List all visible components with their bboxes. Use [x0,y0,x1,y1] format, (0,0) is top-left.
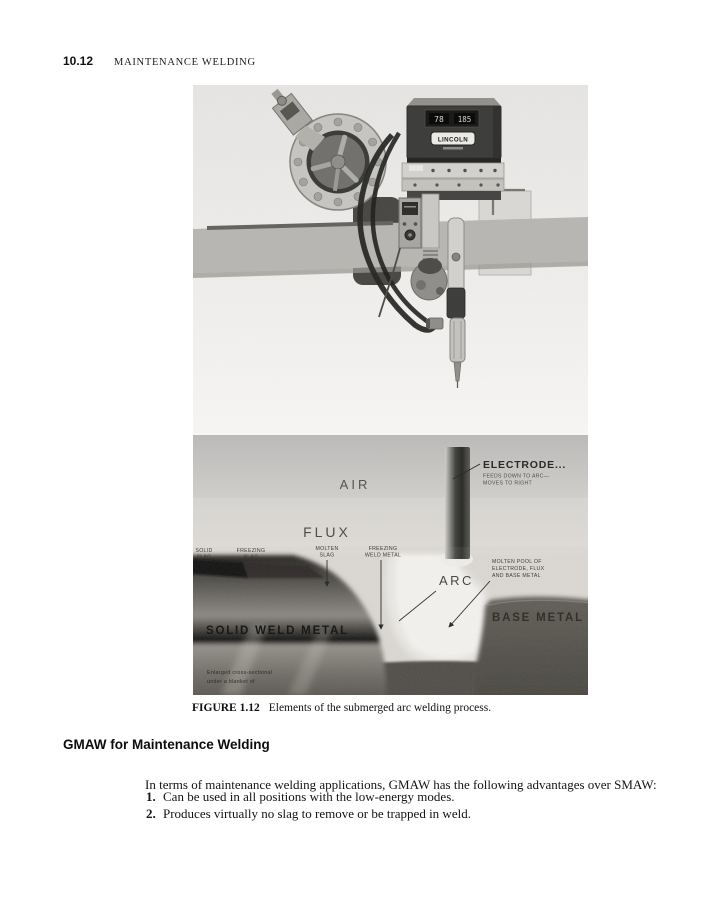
intro-paragraph: In terms of maintenance welding applications, GMAW has the following advantages over SMAW: [145,777,657,792]
list-item-number: 1. [146,789,156,804]
diagram-fine-print-1: Enlarged cross-sectional [207,670,273,676]
label-solid-slag-2: SLAG [196,554,212,561]
list-item-number: 2. [146,806,156,821]
figure-caption-label: FIGURE 1.12 [192,702,260,714]
label-arc: ARC [439,573,474,588]
figure-caption-text: Elements of the submerged arc welding process. [268,702,492,714]
figure-caption [192,702,612,714]
diagram-fine-print-2: under a blanket of [207,679,255,685]
label-solid-weld-metal: SOLID WELD METAL [206,625,349,637]
list-item-text: Can be used in all positions with the low-energy modes. [163,789,455,804]
label-freezing-weld-2: WELD METAL [364,552,402,559]
running-head-title: MAINTENANCE WELDING [114,57,256,68]
submerged-arc-diagram [193,435,588,695]
display-value-right: 185 [457,115,472,124]
label-air: AIR [339,477,371,492]
label-molten-pool-1: MOLTEN POOL OF [492,559,542,565]
brand-label: LINCOLN [437,136,469,144]
label-electrode-note2: MOVES TO RIGHT [483,480,532,487]
figure-1-12 [193,85,588,695]
welding-machine-photo [193,85,588,437]
page-header [63,52,256,70]
section-heading: GMAW for Maintenance Welding [63,737,270,752]
label-electrode: ELECTRODE... [483,459,567,471]
label-solid-slag-1: SOLID [195,548,213,554]
label-freezing-weld-1: FREEZING [368,546,398,552]
list-item [146,806,471,822]
label-molten-slag-2: SLAG [319,552,335,559]
display-value-left: 78 [434,115,444,124]
label-molten-pool-3: AND BASE METAL [492,573,541,579]
label-flux: FLUX [303,524,351,540]
page-number: 10.12 [63,54,94,68]
electrode-rod [445,447,470,559]
label-molten-pool-2: ELECTRODE, FLUX [492,566,545,572]
label-electrode-note1: FEEDS DOWN TO ARC— [483,473,550,480]
label-base-metal: BASE METAL [492,612,584,624]
submerged-arc-welding-figure [193,85,588,695]
list-item [146,789,455,805]
label-freezing-slag-2: SLAG [243,554,259,561]
list-item-text: Produces virtually no slag to remove or be trapped in weld. [163,806,471,821]
label-freezing-slag-1: FREEZING [236,548,266,554]
label-molten-slag-1: MOLTEN [315,546,339,552]
